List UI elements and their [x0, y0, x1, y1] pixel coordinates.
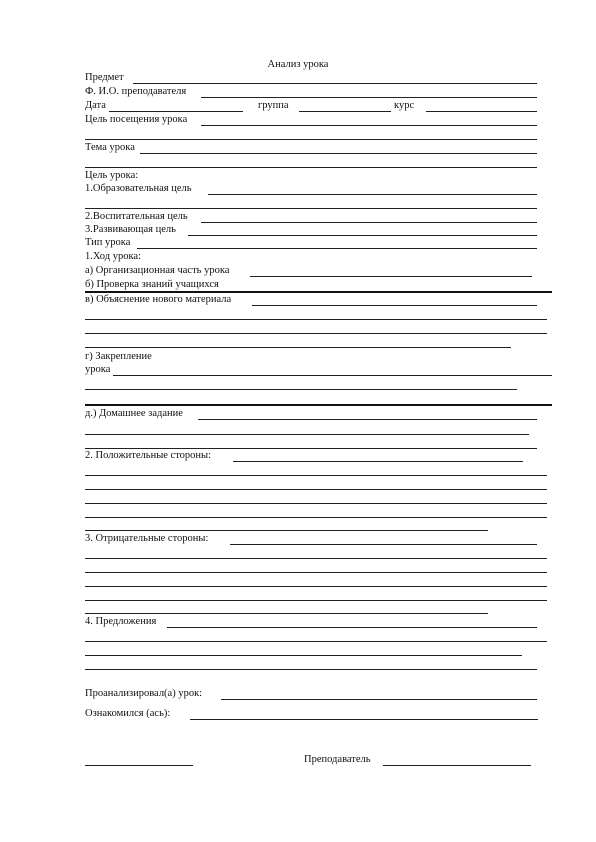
homework-line-1[interactable]: [85, 434, 529, 435]
suggestions-line-2[interactable]: [85, 655, 522, 656]
teacher-label: Преподаватель: [304, 754, 371, 765]
suggestions-field[interactable]: [167, 627, 537, 628]
acquainted-label: Ознакомился (ась):: [85, 708, 171, 719]
edu-goal-line[interactable]: [85, 208, 537, 209]
teacher-name-field[interactable]: [201, 97, 537, 98]
topic-field[interactable]: [140, 153, 537, 154]
topic-line[interactable]: [85, 167, 537, 168]
visit-goal-field[interactable]: [201, 125, 537, 126]
upbring-goal-field[interactable]: [201, 222, 537, 223]
homework-label: д.) Домашнее задание: [85, 408, 183, 419]
negative-line-3[interactable]: [85, 586, 547, 587]
org-part-field[interactable]: [250, 276, 532, 277]
analyzed-by-field[interactable]: [221, 699, 537, 700]
divider-2: [85, 404, 552, 406]
subject-field[interactable]: [133, 83, 537, 84]
negative-field[interactable]: [230, 544, 537, 545]
visit-goal-label: Цель посещения урока: [85, 114, 188, 125]
new-material-line-1[interactable]: [85, 319, 547, 320]
negative-line-4[interactable]: [85, 600, 547, 601]
date-label: Дата: [85, 100, 106, 111]
group-label: группа: [258, 100, 289, 111]
reinforce-field[interactable]: [113, 375, 552, 376]
upbring-goal-label: 2.Воспитательная цель: [85, 211, 188, 222]
course-label: курс: [394, 100, 415, 111]
homework-line-2[interactable]: [85, 448, 537, 449]
reinforce-line[interactable]: [85, 389, 517, 390]
teacher-name-label: Ф. И.О. преподавателя: [85, 86, 187, 97]
new-material-field[interactable]: [252, 305, 537, 306]
lesson-type-label: Тип урока: [85, 237, 131, 248]
edu-goal-field[interactable]: [208, 194, 537, 195]
positive-line-3[interactable]: [85, 503, 547, 504]
new-material-line-2[interactable]: [85, 333, 547, 334]
suggestions-label: 4. Предложения: [85, 616, 157, 627]
visit-goal-line[interactable]: [85, 139, 537, 140]
positive-line-2[interactable]: [85, 489, 547, 490]
org-part-label: а) Организационная часть урока: [85, 265, 230, 276]
divider-1: [85, 291, 552, 293]
suggestions-line-3[interactable]: [85, 669, 537, 670]
positive-label: 2. Положительные стороны:: [85, 450, 211, 461]
course-field[interactable]: [426, 111, 537, 112]
page-title: Анализ урока: [267, 59, 329, 70]
group-field[interactable]: [299, 111, 391, 112]
teacher-signature-field[interactable]: [383, 765, 531, 766]
reinforce-label-2: урока: [85, 364, 111, 375]
positive-line-1[interactable]: [85, 475, 547, 476]
signature-field[interactable]: [85, 765, 193, 766]
negative-line-2[interactable]: [85, 572, 547, 573]
acquainted-field[interactable]: [190, 719, 538, 720]
reinforce-label: г) Закрепление: [85, 351, 152, 362]
date-field[interactable]: [109, 111, 243, 112]
develop-goal-label: 3.Развивающая цель: [85, 224, 176, 235]
negative-line-1[interactable]: [85, 558, 547, 559]
subject-label: Предмет: [85, 72, 124, 83]
negative-label: 3. Отрицательные стороны:: [85, 533, 209, 544]
lesson-goal-label: Цель урока:: [85, 170, 139, 181]
homework-field[interactable]: [198, 419, 537, 420]
progress-label: 1.Ход урока:: [85, 251, 141, 262]
new-material-line-3[interactable]: [85, 347, 511, 348]
new-material-label: в) Объяснение нового материала: [85, 294, 232, 305]
edu-goal-label: 1.Образовательная цель: [85, 183, 192, 194]
develop-goal-field[interactable]: [188, 235, 537, 236]
positive-field[interactable]: [233, 461, 523, 462]
lesson-type-field[interactable]: [137, 248, 537, 249]
suggestions-line-1[interactable]: [85, 641, 547, 642]
analyzed-by-label: Проанализировал(а) урок:: [85, 688, 203, 699]
knowledge-check-label: б) Проверка знаний учащихся: [85, 279, 219, 290]
negative-line-5[interactable]: [85, 613, 488, 614]
topic-label: Тема урока: [85, 142, 135, 153]
positive-line-5[interactable]: [85, 530, 488, 531]
positive-line-4[interactable]: [85, 517, 547, 518]
